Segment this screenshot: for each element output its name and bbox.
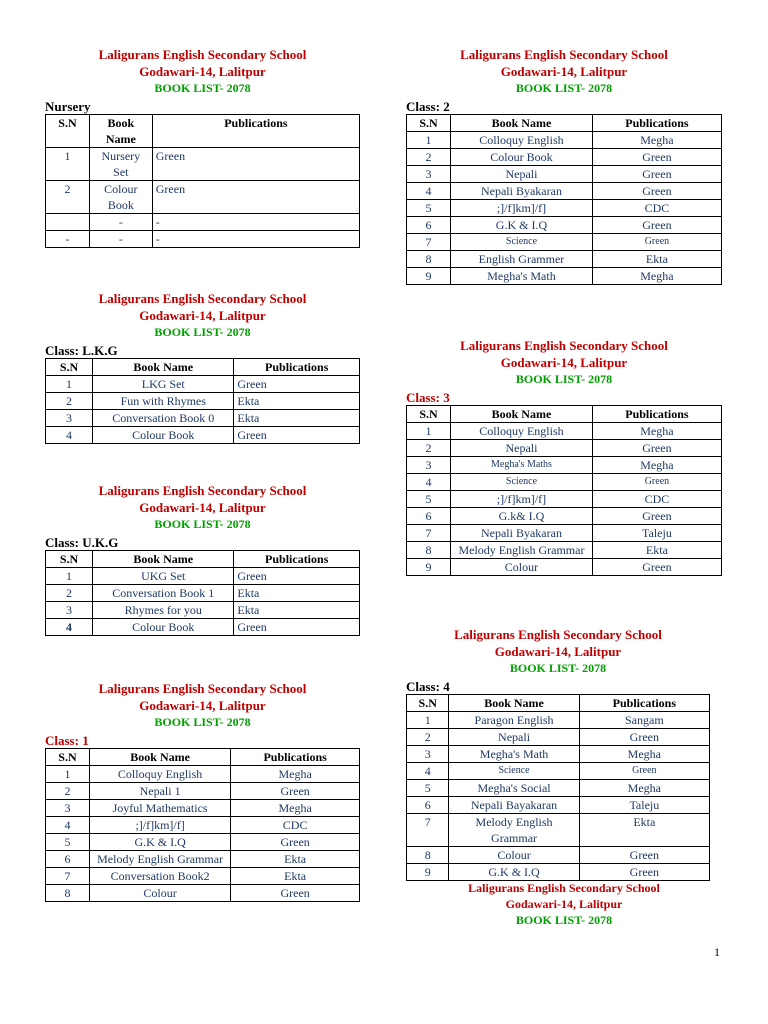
cell-sn: 2 — [46, 181, 90, 214]
book-list-title: BOOK LIST- 2078 — [154, 81, 251, 95]
header-sn: S.N — [46, 551, 93, 568]
cell-book: Conversation Book2 — [89, 868, 230, 885]
header-publications: Publications — [579, 695, 709, 712]
cell-book: Colour — [449, 847, 579, 864]
cell-publication: Megha — [579, 780, 709, 797]
cell-sn: 7 — [46, 868, 90, 885]
cell-book: Joyful Mathematics — [89, 800, 230, 817]
school-name: Laligurans English Secondary School — [98, 291, 307, 306]
cell-sn: 2 — [407, 149, 451, 166]
class-label: Nursery — [45, 99, 91, 114]
table-row — [407, 251, 722, 268]
table-row — [407, 268, 722, 285]
cell-sn: 2 — [46, 393, 93, 410]
cell-publication: Megha — [231, 766, 360, 783]
table-row — [407, 423, 722, 440]
cell-sn: 8 — [407, 251, 451, 268]
cell-sn: 1 — [46, 148, 90, 181]
table-header-row — [46, 749, 360, 766]
school-address: Godawari-14, Lalitpur — [139, 308, 266, 323]
cell-book: Colour — [89, 885, 230, 902]
header-publications: Publications — [592, 115, 721, 132]
cell-publication: Green — [231, 834, 360, 851]
cell-publication: Megha — [231, 800, 360, 817]
book-table — [45, 358, 360, 444]
book-table — [45, 748, 360, 902]
section-class-2 — [406, 46, 722, 285]
table-row — [407, 542, 722, 559]
cell-sn: 8 — [407, 542, 451, 559]
table-header-row — [407, 695, 710, 712]
table-header-row — [407, 115, 722, 132]
table-row — [407, 559, 722, 576]
cell-book: Colour Book — [93, 619, 234, 636]
cell-sn: 5 — [46, 834, 90, 851]
table-row — [46, 800, 360, 817]
cell-book: Conversation Book 0 — [93, 410, 234, 427]
table-row — [407, 474, 722, 491]
page-number: 1 — [714, 945, 720, 959]
cell-sn: 7 — [407, 525, 451, 542]
cell-sn: 8 — [46, 885, 90, 902]
cell-publication: Taleju — [592, 525, 721, 542]
cell-publication: Ekta — [234, 410, 360, 427]
cell-book: Colloquy English — [89, 766, 230, 783]
cell-book: Rhymes for you — [93, 602, 234, 619]
table-row — [407, 217, 722, 234]
book-table — [406, 405, 722, 576]
section-class-4 — [406, 626, 710, 881]
cell-book: - — [89, 231, 152, 248]
cell-book: - — [89, 214, 152, 231]
school-name: Laligurans English Secondary School — [98, 47, 307, 62]
cell-sn: 9 — [407, 559, 451, 576]
book-table — [45, 114, 360, 248]
cell-book: ;]/f]km]/f] — [451, 491, 593, 508]
cell-book: ;]/f]km]/f] — [89, 817, 230, 834]
table-row — [46, 619, 360, 636]
table-row — [46, 783, 360, 800]
table-row — [46, 834, 360, 851]
cell-book: Paragon English — [449, 712, 579, 729]
table-row — [407, 864, 710, 881]
cell-publication: CDC — [592, 200, 721, 217]
header-sn: S.N — [46, 749, 90, 766]
section-class-3 — [406, 337, 722, 576]
cell-book: Melody English Grammar — [449, 814, 579, 847]
cell-publication: Green — [592, 234, 721, 251]
class-label: Class: 2 — [406, 99, 450, 114]
table-row — [407, 183, 722, 200]
cell-sn: - — [46, 231, 90, 248]
cell-publication: - — [152, 231, 359, 248]
header-sn: S.N — [407, 406, 451, 423]
table-row — [407, 814, 710, 847]
cell-publication: Ekta — [234, 393, 360, 410]
cell-sn: 2 — [407, 440, 451, 457]
book-list-title: BOOK LIST- 2078 — [154, 715, 251, 729]
cell-book: Colour Book — [93, 427, 234, 444]
class-label: Class: L.K.G — [45, 343, 118, 358]
header-publications: Publications — [592, 406, 721, 423]
school-name: Laligurans English Secondary School — [468, 881, 660, 895]
cell-sn: 4 — [46, 619, 93, 636]
cell-sn: 7 — [407, 234, 451, 251]
school-address: Godawari-14, Lalitpur — [139, 500, 266, 515]
book-list-title: BOOK LIST- 2078 — [515, 372, 613, 386]
cell-publication: Green — [592, 183, 721, 200]
cell-sn: 1 — [46, 766, 90, 783]
section-class-1 — [45, 680, 360, 902]
section-header — [406, 880, 722, 928]
cell-sn: 3 — [46, 800, 90, 817]
table-row — [407, 440, 722, 457]
table-row — [46, 148, 360, 181]
header-book-name: Book Name — [449, 695, 579, 712]
cell-sn: 1 — [46, 376, 93, 393]
section-header — [406, 626, 710, 677]
header-book-name: Book Name — [89, 115, 152, 148]
header-book-name: Book Name — [93, 359, 234, 376]
cell-sn: 4 — [46, 817, 90, 834]
table-row — [46, 851, 360, 868]
school-address: Godawari-14, Lalitpur — [500, 64, 628, 79]
cell-publication: Ekta — [234, 602, 360, 619]
table-row — [407, 234, 722, 251]
table-row — [46, 393, 360, 410]
cell-publication: Taleju — [579, 797, 709, 814]
cell-publication: Megha — [579, 746, 709, 763]
cell-book: Megha's Social — [449, 780, 579, 797]
class-label: Class: 3 — [406, 390, 450, 405]
cell-sn: 4 — [407, 763, 449, 780]
book-list-title: BOOK LIST- 2078 — [515, 81, 613, 95]
cell-sn: 2 — [46, 783, 90, 800]
cell-sn: 5 — [407, 200, 451, 217]
cell-book: Nepali Byakaran — [451, 183, 593, 200]
table-row — [407, 457, 722, 474]
cell-book: Science — [449, 763, 579, 780]
cell-book: Science — [451, 474, 593, 491]
school-name: Laligurans English Secondary School — [98, 483, 307, 498]
cell-sn: 7 — [407, 814, 449, 847]
cell-publication: Green — [592, 559, 721, 576]
cell-publication: Megha — [592, 423, 721, 440]
school-address: Godawari-14, Lalitpur — [139, 64, 266, 79]
cell-sn: 1 — [407, 132, 451, 149]
table-row — [407, 712, 710, 729]
cell-sn: 6 — [46, 851, 90, 868]
cell-sn: 5 — [407, 780, 449, 797]
cell-sn: 1 — [46, 568, 93, 585]
table-row — [407, 763, 710, 780]
book-table — [406, 114, 722, 285]
cell-publication: Green — [231, 885, 360, 902]
cell-book: Nepali — [449, 729, 579, 746]
cell-sn: 2 — [407, 729, 449, 746]
cell-publication: Green — [231, 783, 360, 800]
cell-publication: Green — [592, 217, 721, 234]
cell-book: Megha's Math — [449, 746, 579, 763]
school-name: Laligurans English Secondary School — [460, 47, 668, 62]
cell-publication: Green — [234, 619, 360, 636]
cell-book: Megha's Maths — [451, 457, 593, 474]
cell-publication: Green — [592, 166, 721, 183]
section-ukg — [45, 482, 360, 636]
class-label: Class: 4 — [406, 679, 450, 694]
header-publications: Publications — [234, 359, 360, 376]
table-row — [407, 847, 710, 864]
school-address: Godawari-14, Lalitpur — [505, 897, 623, 911]
book-list-title: BOOK LIST- 2078 — [509, 661, 607, 675]
header-book-name: Book Name — [93, 551, 234, 568]
table-header-row — [407, 406, 722, 423]
cell-sn: 8 — [407, 847, 449, 864]
header-publications: Publications — [234, 551, 360, 568]
table-row — [46, 868, 360, 885]
cell-publication: Megha — [592, 457, 721, 474]
section-header — [406, 46, 722, 97]
table-row — [46, 181, 360, 214]
cell-sn: 4 — [46, 427, 93, 444]
cell-publication: Green — [592, 149, 721, 166]
cell-book: Nepali 1 — [89, 783, 230, 800]
cell-sn: 4 — [407, 183, 451, 200]
class-label: Class: 1 — [45, 733, 89, 748]
cell-publication: Green — [579, 729, 709, 746]
cell-book: G.k& I.Q — [451, 508, 593, 525]
table-row — [46, 766, 360, 783]
school-name: Laligurans English Secondary School — [98, 681, 307, 696]
cell-book: English Grammer — [451, 251, 593, 268]
section-header — [45, 680, 360, 731]
table-row — [46, 568, 360, 585]
cell-sn: 3 — [46, 602, 93, 619]
cell-sn: 9 — [407, 864, 449, 881]
cell-book: G.K & I.Q — [449, 864, 579, 881]
cell-publication: Sangam — [579, 712, 709, 729]
cell-sn: 4 — [407, 474, 451, 491]
section-lkg — [45, 290, 360, 444]
cell-book: Science — [451, 234, 593, 251]
school-address: Godawari-14, Lalitpur — [494, 644, 622, 659]
header-publications: Publications — [231, 749, 360, 766]
header-book-name: Book Name — [451, 406, 593, 423]
cell-publication: Green — [152, 148, 359, 181]
cell-sn: 2 — [46, 585, 93, 602]
cell-publication: Green — [579, 847, 709, 864]
cell-book: Melody English Grammar — [89, 851, 230, 868]
cell-publication: Green — [234, 427, 360, 444]
cell-book: Nepali Byakaran — [451, 525, 593, 542]
header-book-name: Book Name — [89, 749, 230, 766]
cell-book: Fun with Rhymes — [93, 393, 234, 410]
cell-book: Colour Book — [89, 181, 152, 214]
cell-publication: Ekta — [592, 251, 721, 268]
table-row — [46, 214, 360, 231]
table-row — [46, 817, 360, 834]
cell-sn: 6 — [407, 508, 451, 525]
cell-publication: Green — [234, 376, 360, 393]
class-label: Class: U.K.G — [45, 535, 119, 550]
table-row — [46, 585, 360, 602]
school-address: Godawari-14, Lalitpur — [139, 698, 266, 713]
cell-publication: Ekta — [579, 814, 709, 847]
cell-book: Nepali Bayakaran — [449, 797, 579, 814]
section-footer-header — [406, 880, 722, 928]
book-list-title: BOOK LIST- 2078 — [154, 517, 251, 531]
table-row — [46, 376, 360, 393]
book-table — [45, 550, 360, 636]
cell-publication: Ekta — [592, 542, 721, 559]
header-sn: S.N — [407, 695, 449, 712]
school-address: Godawari-14, Lalitpur — [500, 355, 628, 370]
cell-publication: Green — [592, 474, 721, 491]
table-row — [407, 132, 722, 149]
cell-book: G.K & I.Q — [451, 217, 593, 234]
book-table — [406, 694, 710, 881]
cell-sn: 9 — [407, 268, 451, 285]
book-list-title: BOOK LIST- 2078 — [515, 913, 613, 927]
book-list-title: BOOK LIST- 2078 — [154, 325, 251, 339]
cell-publication: Green — [579, 763, 709, 780]
cell-sn: 5 — [407, 491, 451, 508]
cell-sn: 3 — [46, 410, 93, 427]
section-header — [406, 337, 722, 388]
cell-publication: Megha — [592, 268, 721, 285]
section-header — [45, 46, 360, 97]
table-header-row — [46, 359, 360, 376]
cell-book: G.K & I.Q — [89, 834, 230, 851]
cell-sn: 3 — [407, 166, 451, 183]
cell-publication: Green — [592, 440, 721, 457]
cell-sn: 3 — [407, 746, 449, 763]
table-row — [46, 231, 360, 248]
cell-publication: CDC — [231, 817, 360, 834]
cell-publication: Green — [234, 568, 360, 585]
section-nursery — [45, 46, 360, 248]
cell-sn — [46, 214, 90, 231]
header-publications: Publications — [152, 115, 359, 148]
cell-book: LKG Set — [93, 376, 234, 393]
cell-publication: Ekta — [231, 851, 360, 868]
table-row — [407, 797, 710, 814]
cell-publication: Green — [592, 508, 721, 525]
header-sn: S.N — [46, 359, 93, 376]
table-row — [407, 491, 722, 508]
cell-book: Colloquy English — [451, 132, 593, 149]
cell-sn: 6 — [407, 797, 449, 814]
cell-book: Colloquy English — [451, 423, 593, 440]
cell-sn: 1 — [407, 712, 449, 729]
table-row — [407, 149, 722, 166]
header-sn: S.N — [46, 115, 90, 148]
cell-book: Colour — [451, 559, 593, 576]
cell-book: Nepali — [451, 166, 593, 183]
cell-publication: Ekta — [234, 585, 360, 602]
header-book-name: Book Name — [451, 115, 593, 132]
cell-sn: 6 — [407, 217, 451, 234]
cell-book: Melody English Grammar — [451, 542, 593, 559]
cell-publication: - — [152, 214, 359, 231]
cell-sn: 1 — [407, 423, 451, 440]
cell-book: UKG Set — [93, 568, 234, 585]
table-row — [46, 427, 360, 444]
cell-book: Nepali — [451, 440, 593, 457]
cell-publication: Megha — [592, 132, 721, 149]
table-row — [407, 200, 722, 217]
cell-publication: Ekta — [231, 868, 360, 885]
table-row — [407, 508, 722, 525]
cell-publication: CDC — [592, 491, 721, 508]
section-header — [45, 290, 360, 341]
cell-book: Conversation Book 1 — [93, 585, 234, 602]
school-name: Laligurans English Secondary School — [454, 627, 662, 642]
table-row — [407, 166, 722, 183]
school-name: Laligurans English Secondary School — [460, 338, 668, 353]
section-header — [45, 482, 360, 533]
table-row — [46, 410, 360, 427]
table-row — [46, 602, 360, 619]
table-row — [46, 885, 360, 902]
table-header-row — [46, 551, 360, 568]
header-sn: S.N — [407, 115, 451, 132]
cell-book: ;]/f]km]/f] — [451, 200, 593, 217]
cell-book: Megha's Math — [451, 268, 593, 285]
cell-book: Colour Book — [451, 149, 593, 166]
table-row — [407, 746, 710, 763]
table-row — [407, 780, 710, 797]
cell-sn: 3 — [407, 457, 451, 474]
cell-book: Nursery Set — [89, 148, 152, 181]
table-row — [407, 525, 722, 542]
table-row — [407, 729, 710, 746]
table-header-row — [46, 115, 360, 148]
cell-publication: Green — [152, 181, 359, 214]
cell-publication: Green — [579, 864, 709, 881]
